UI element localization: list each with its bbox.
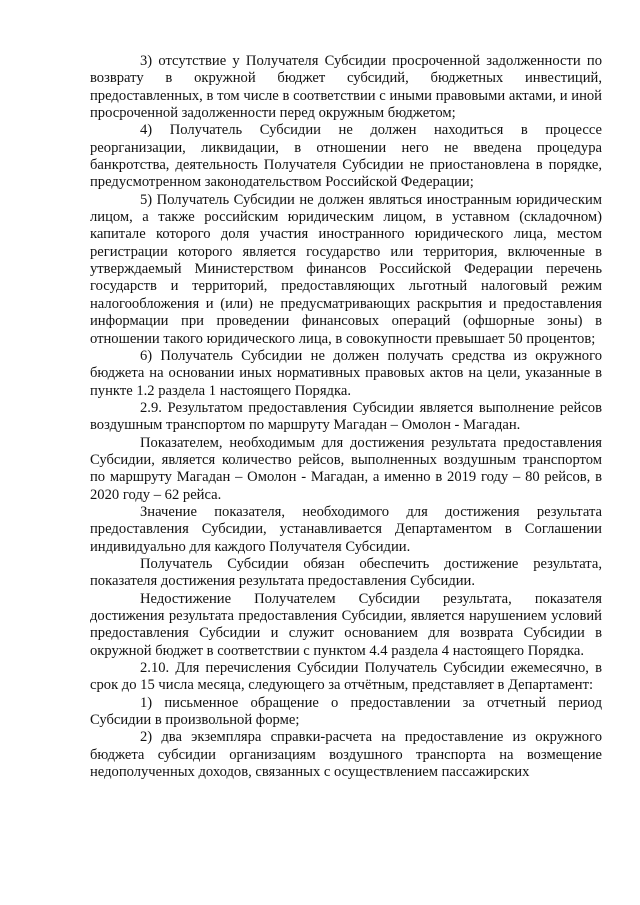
paragraph-2-10-transfer: 2.10. Для перечисления Субсидии Получатель Субсидии ежемесячно, в срок до 15 числа месяца, следующего за отчётным, представляет в Департамент:: [90, 660, 602, 694]
paragraph-written-request: 1) письменное обращение о предоставлении за отчетный период Субсидии в произвольной форме;: [90, 694, 602, 729]
paragraph-non-achievement: Недостижение Получателем Субсидии результата, показателя достижения результата предоставления Субсидии, является нарушением условий предоставления Субсидии и служит основанием для возврата Субсидии в окружной бюджет в соответствии с пунктом 4.4 раздела 4 настоящего Порядка.: [90, 590, 602, 659]
paragraph-calculation-certificate: 2) два экземпляра справки-расчета на предоставление из окружного бюджета субсидии организациям воздушного транспорта на возмещение недополученных доходов, связанных с осуществлением пассажирских: [90, 729, 602, 781]
paragraph-4-no-reorganization: 4) Получатель Субсидии не должен находиться в процессе реорганизации, ликвидации, в отношении него не введена процедура банкротства, деятельность Получателя Субсидии не приостановлена в порядке, предусмотренном законодательством Российской Федерации;: [90, 122, 602, 191]
document-body: [90, 53, 602, 781]
paragraph-recipient-obligation: Получатель Субсидии обязан обеспечить достижение результата, показателя достижения результата предоставления Субсидии.: [90, 555, 602, 590]
paragraph-2-9-result: 2.9. Результатом предоставления Субсидии является выполнение рейсов воздушным транспортом по маршруту Магадан – Омолон - Магадан.: [90, 399, 602, 434]
paragraph-5-not-foreign-entity: 5) Получатель Субсидии не должен являться иностранным юридическим лицом, а также российским юридическим лицом, в уставном (складочном) капитале которого доля участия иностранного юридического лица, местом регистрации которого является государство или территория, включенные в утверждаемый Министерством финансов Российской Федерации перечень государств и территорий, предоставляющих льготный налоговый режим налогообложения и (или) не предусматривающих раскрытия и предоставления информации при проведении финансовых операций (офшорные зоны) в отношении такого юридического лица, в совокупности превышает 50 процентов;: [90, 191, 602, 347]
paragraph-6-no-other-funds: 6) Получатель Субсидии не должен получать средства из окружного бюджета на основании иных нормативных правовых актов на цели, указанные в пункте 1.2 раздела 1 настоящего Порядка.: [90, 347, 602, 399]
paragraph-3-no-overdue-debt: 3) отсутствие у Получателя Субсидии просроченной задолженности по возврату в окружной бюджет субсидий, бюджетных инвестиций, предоставленных, в том числе в соответствии с иными правовыми актами, и иной просроченной задолженности перед окружным бюджетом;: [90, 53, 602, 122]
paragraph-indicator-value: Значение показателя, необходимого для достижения результата предоставления Субсидии, устанавливается Департаментом в Соглашении индивидуально для каждого Получателя Субсидии.: [90, 503, 602, 555]
paragraph-indicator: Показателем, необходимым для достижения результата предоставления Субсидии, является количество рейсов, выполненных воздушным транспортом по маршруту Магадан – Омолон - Магадан, а именно в 2019 году – 80 рейсов, в 2020 году – 62 рейса.: [90, 434, 602, 503]
